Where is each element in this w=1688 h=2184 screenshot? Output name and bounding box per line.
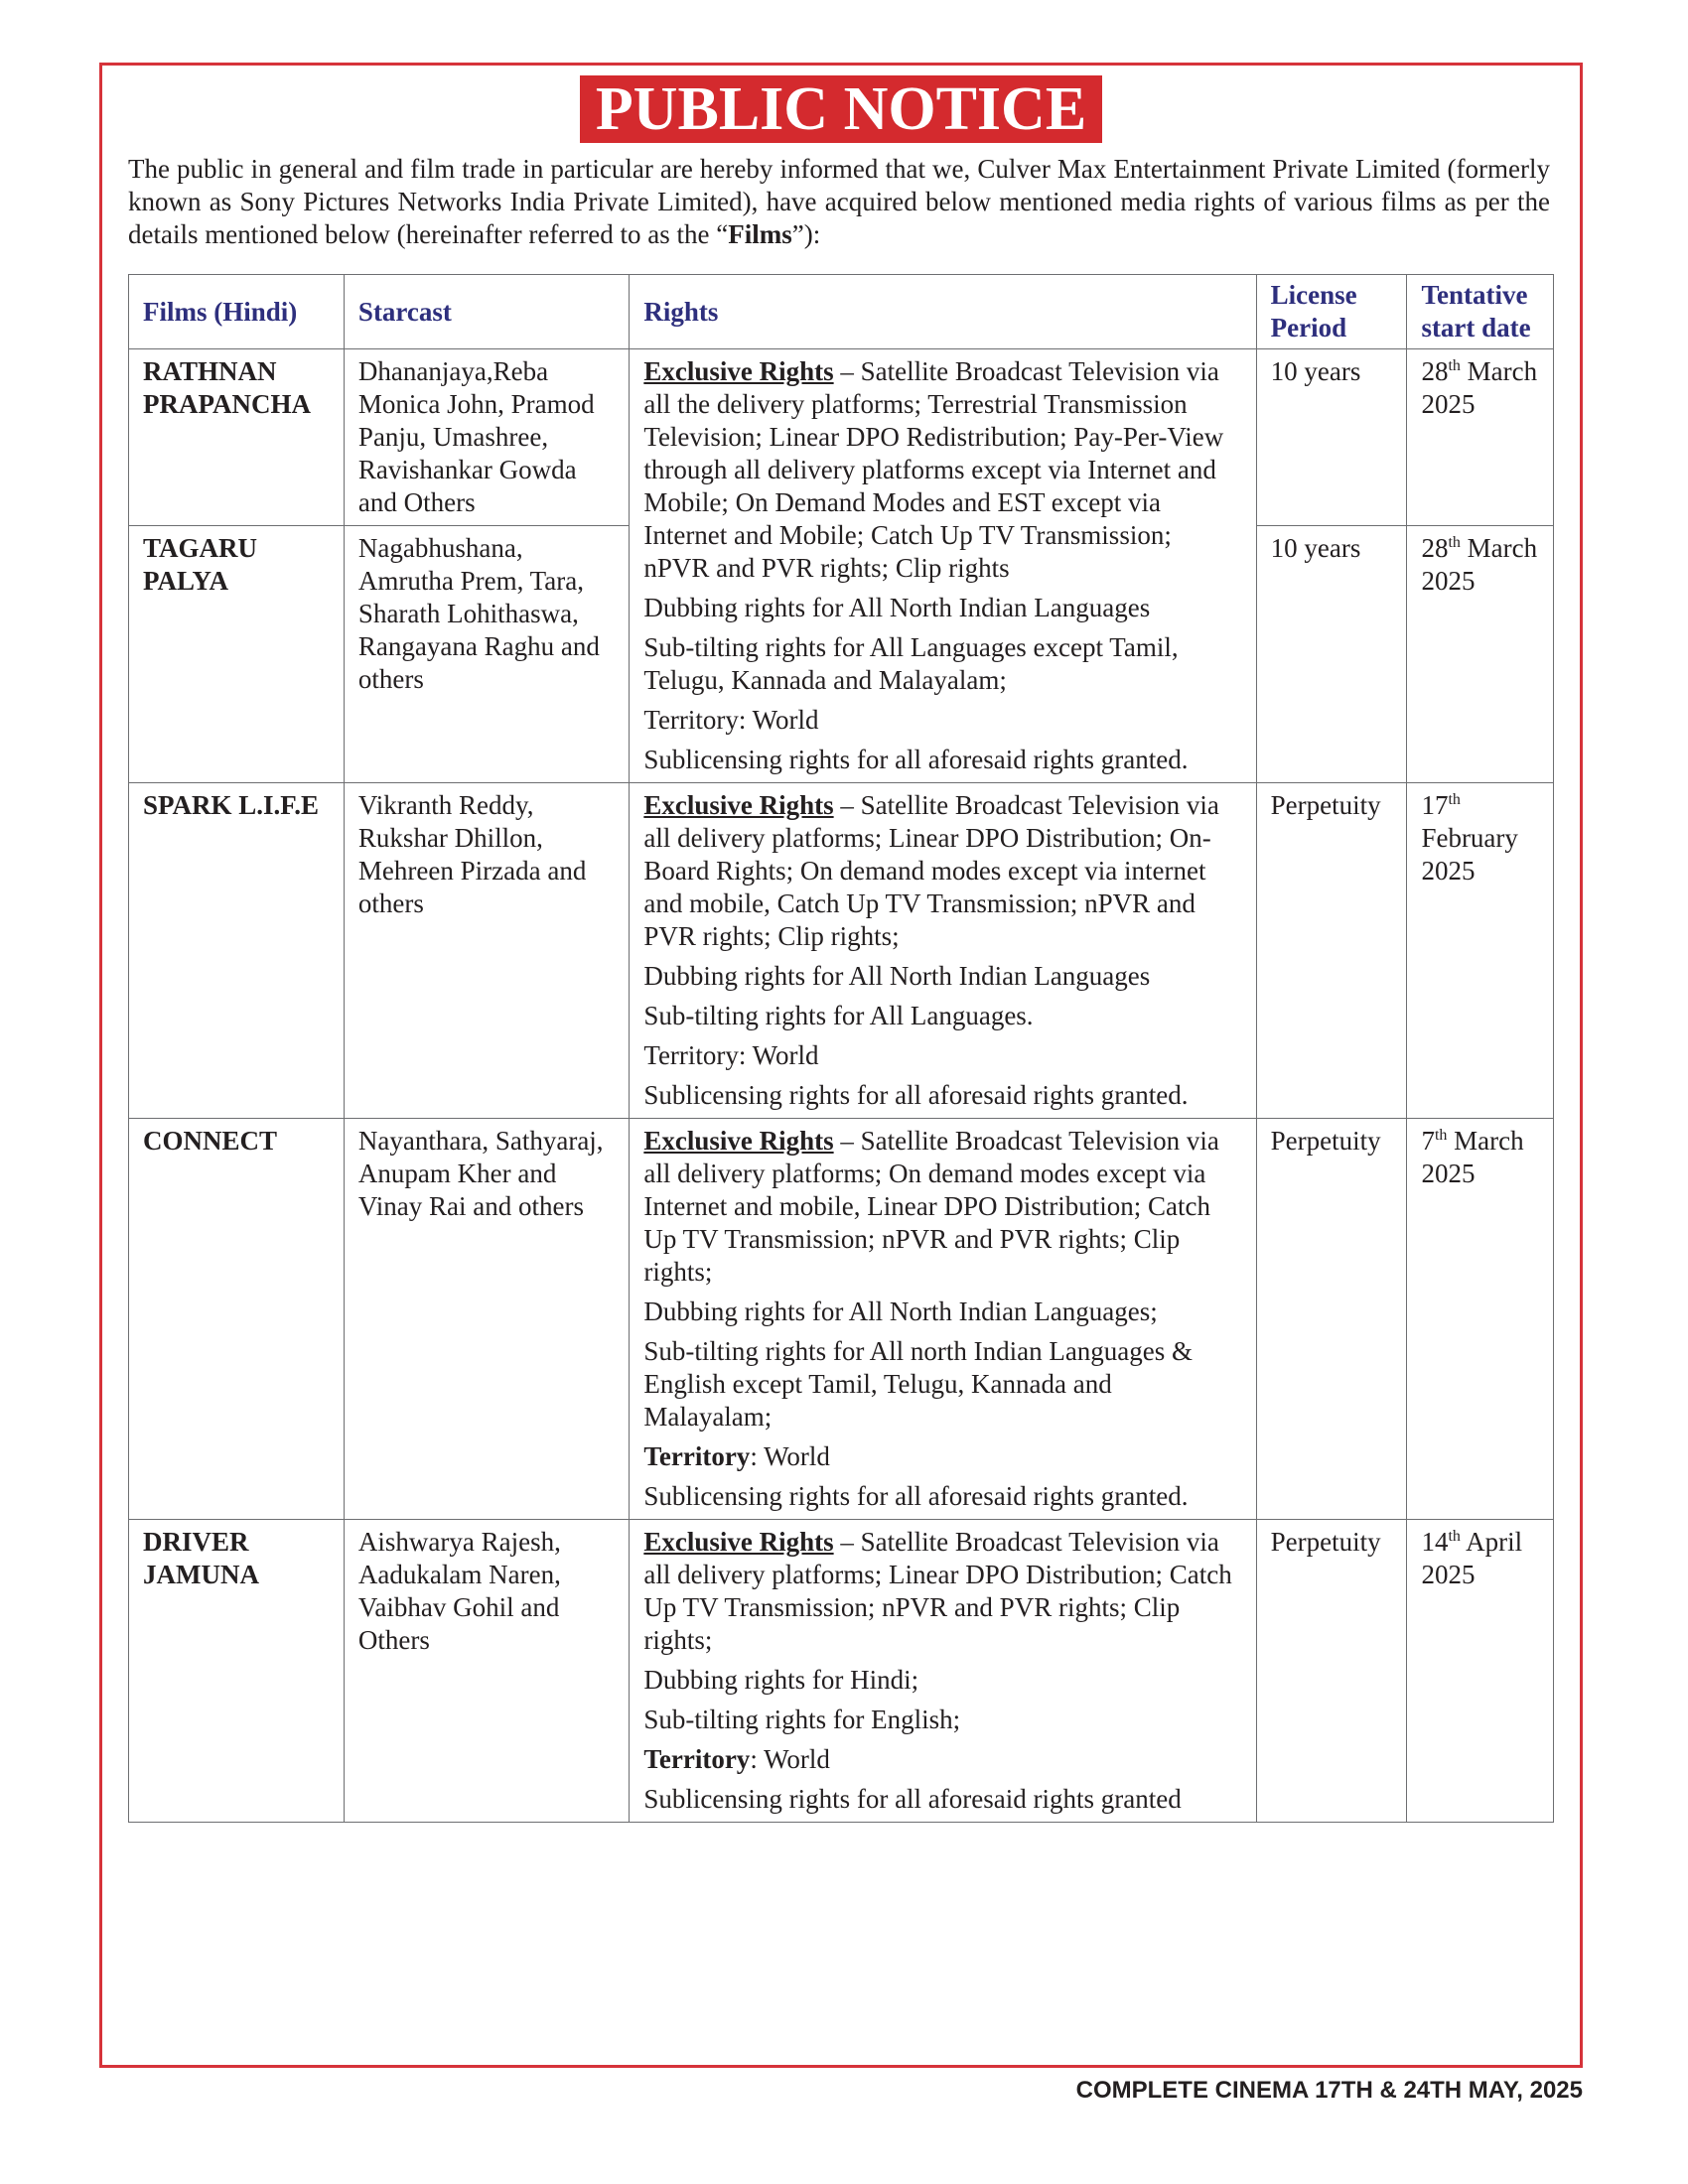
rights-cell xyxy=(630,349,1256,783)
date-day: 28 xyxy=(1421,533,1449,563)
exclusive-label: Exclusive Rights xyxy=(643,790,834,820)
publication-footer: COMPLETE CINEMA 17TH & 24TH MAY, 2025 xyxy=(1075,2077,1583,2104)
territory-label: Territory xyxy=(643,1441,751,1471)
subtitling-rights: Sub-tilting rights for All Languages except Tamil, Telugu, Kannada and Malayalam; xyxy=(643,632,1179,695)
intro-films-term: Films xyxy=(728,219,792,249)
starcast: Aishwarya Rajesh, Aadukalam Naren, Vaibhav Gohil and Others xyxy=(344,1520,629,1823)
rights-cell xyxy=(630,783,1256,1119)
start-date xyxy=(1407,1520,1554,1823)
territory xyxy=(643,1743,1241,1776)
start-date xyxy=(1407,526,1554,783)
header-starcast: Starcast xyxy=(344,275,629,349)
header-films: Films (Hindi) xyxy=(129,275,345,349)
date-suffix: th xyxy=(1448,791,1461,808)
exclusive-label: Exclusive Rights xyxy=(643,356,834,386)
film-name: RATHNAN PRAPANCHA xyxy=(129,349,345,526)
exclusive-label: Exclusive Rights xyxy=(643,1527,834,1557)
exclusive-rights xyxy=(643,789,1241,953)
title-wrap xyxy=(102,75,1580,143)
notice-frame xyxy=(99,63,1583,2068)
start-date xyxy=(1407,349,1554,526)
sublicensing-rights: Sublicensing rights for all aforesaid rights granted xyxy=(643,1784,1182,1814)
table-row xyxy=(129,783,1554,1119)
sublicensing-rights: Sublicensing rights for all aforesaid rights granted. xyxy=(643,1481,1189,1511)
film-name: TAGARU PALYA xyxy=(129,526,345,783)
dubbing-rights: Dubbing rights for All North Indian Languages; xyxy=(643,1297,1158,1326)
exclusive-text: – Satellite Broadcast Television via all delivery platforms; On demand modes except via Internet and mobile, Linear DPO Distribution; Catch Up TV Transmission; nPVR and PVR rights; Clip rights; xyxy=(643,1126,1219,1287)
territory: Territory: World xyxy=(643,705,819,735)
territory: Territory: World xyxy=(643,1040,819,1070)
sublicensing-rights: Sublicensing rights for all aforesaid rights granted. xyxy=(643,745,1189,774)
license-period: 10 years xyxy=(1256,526,1407,783)
subtitling-rights: Sub-tilting rights for English; xyxy=(643,1705,961,1734)
exclusive-rights xyxy=(643,1125,1241,1289)
territory-value: : World xyxy=(750,1441,830,1471)
intro-before: The public in general and film trade in particular are hereby informed that we, Culver Max Entertainment Private Limited (formerly known as Sony Pictures Networks India Private Limited), have acquired below mentioned media rights of various films as per the details mentioned below (hereinafter referred to as the “ xyxy=(128,154,1550,249)
date-day: 14 xyxy=(1421,1527,1449,1557)
date-rest: March 2025 xyxy=(1421,1126,1524,1188)
table-row xyxy=(129,349,1554,526)
exclusive-label: Exclusive Rights xyxy=(643,1126,834,1156)
starcast: Nagabhushana, Amrutha Prem, Tara, Sharath Lohithaswa, Rangayana Raghu and others xyxy=(344,526,629,783)
film-name: SPARK L.I.F.E xyxy=(129,783,345,1119)
subtitling-rights: Sub-tilting rights for All north Indian Languages & English except Tamil, Telugu, Kannada and Malayalam; xyxy=(643,1336,1194,1432)
header-date: Tentative start date xyxy=(1407,275,1554,349)
exclusive-text: – Satellite Broadcast Television via all delivery platforms; Linear DPO Distribution; On-Board Rights; On demand modes except via internet and mobile, Catch Up TV Transmission; nPVR and PVR rights; Clip rights; xyxy=(643,790,1219,951)
rights-cell xyxy=(630,1520,1256,1823)
films-table xyxy=(128,274,1554,1823)
license-period: Perpetuity xyxy=(1256,1520,1407,1823)
exclusive-text: – Satellite Broadcast Television via all delivery platforms; Linear DPO Distribution; Catch Up TV Transmission; nPVR and PVR rights; Clip rights; xyxy=(643,1527,1232,1655)
territory-label: Territory xyxy=(643,1744,751,1774)
start-date xyxy=(1407,1119,1554,1520)
intro-after: ”): xyxy=(791,219,821,249)
date-rest: February 2025 xyxy=(1421,823,1518,886)
starcast: Nayanthara, Sathyaraj, Anupam Kher and Vinay Rai and others xyxy=(344,1119,629,1520)
license-period: Perpetuity xyxy=(1256,1119,1407,1520)
date-rest: March 2025 xyxy=(1421,533,1538,596)
header-rights: Rights xyxy=(630,275,1256,349)
dubbing-rights: Dubbing rights for Hindi; xyxy=(643,1665,919,1695)
table-row xyxy=(129,1520,1554,1823)
start-date xyxy=(1407,783,1554,1119)
date-suffix: th xyxy=(1448,534,1461,551)
film-name: CONNECT xyxy=(129,1119,345,1520)
table-header-row xyxy=(129,275,1554,349)
license-period: 10 years xyxy=(1256,349,1407,526)
dubbing-rights: Dubbing rights for All North Indian Languages xyxy=(643,961,1151,991)
starcast: Dhananjaya,Reba Monica John, Pramod Panju, Umashree, Ravishankar Gowda and Others xyxy=(344,349,629,526)
starcast: Vikranth Reddy, Rukshar Dhillon, Mehreen Pirzada and others xyxy=(344,783,629,1119)
intro-paragraph xyxy=(128,153,1550,251)
date-day: 28 xyxy=(1421,356,1449,386)
exclusive-text: – Satellite Broadcast Television via all the delivery platforms; Terrestrial Transmission Television; Linear DPO Redistribution; Pay-Per-View through all delivery platforms except via Internet and Mobile; On Demand Modes and EST except via Internet and Mobile; Catch Up TV Transmission; nPVR and PVR rights; Clip rights xyxy=(643,356,1224,583)
territory xyxy=(643,1440,1241,1473)
subtitling-rights: Sub-tilting rights for All Languages. xyxy=(643,1001,1034,1030)
film-name: DRIVER JAMUNA xyxy=(129,1520,345,1823)
license-period: Perpetuity xyxy=(1256,783,1407,1119)
date-day: 17 xyxy=(1421,790,1449,820)
date-suffix: th xyxy=(1434,1127,1448,1144)
dubbing-rights: Dubbing rights for All North Indian Languages xyxy=(643,593,1151,622)
date-suffix: th xyxy=(1448,1528,1461,1545)
date-day: 7 xyxy=(1421,1126,1435,1156)
date-suffix: th xyxy=(1448,357,1461,374)
exclusive-rights xyxy=(643,1526,1241,1657)
header-license: License Period xyxy=(1256,275,1407,349)
date-rest: March 2025 xyxy=(1421,356,1538,419)
rights-cell xyxy=(630,1119,1256,1520)
territory-value: : World xyxy=(750,1744,830,1774)
notice-title: PUBLIC NOTICE xyxy=(580,75,1102,143)
date-rest: April 2025 xyxy=(1421,1527,1523,1589)
exclusive-rights xyxy=(643,355,1241,585)
sublicensing-rights: Sublicensing rights for all aforesaid rights granted. xyxy=(643,1080,1189,1110)
table-row xyxy=(129,1119,1554,1520)
